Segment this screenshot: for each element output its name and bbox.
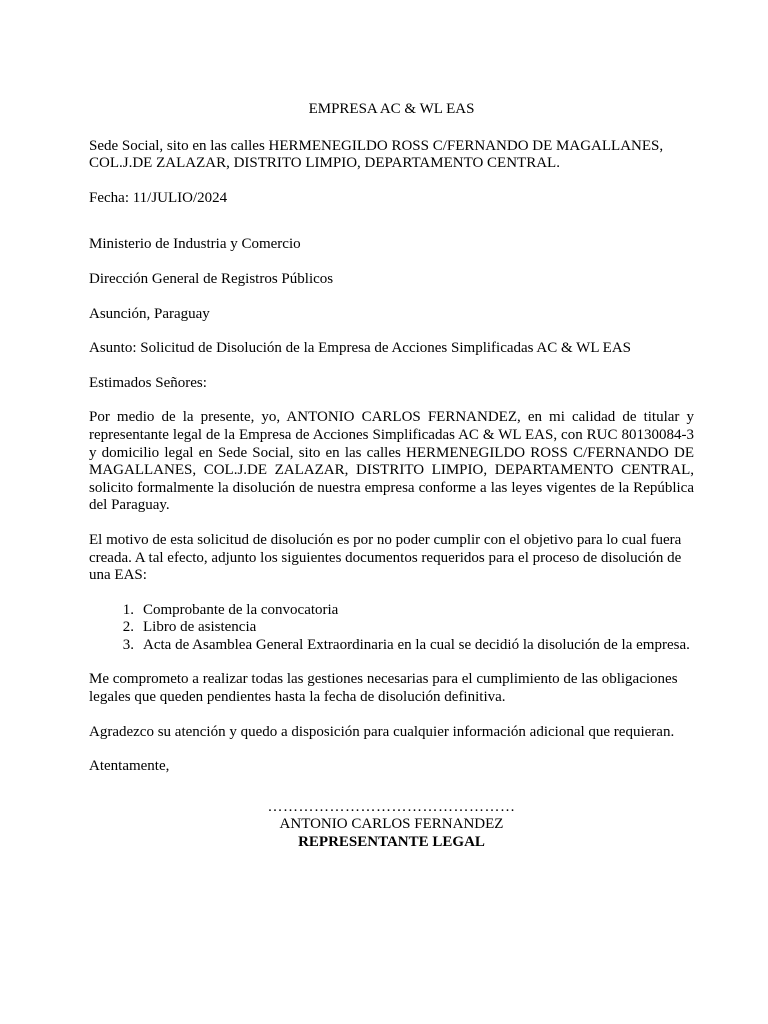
body-paragraph-thanks: Agradezco su atención y quedo a disposición para cualquier información adicional que requieran.: [89, 723, 675, 740]
recipient-ministry: Ministerio de Industria y Comercio: [89, 236, 301, 253]
list-item-number: 2.: [122, 619, 134, 636]
body-paragraph-commitment: Me comprometo a realizar todas las gestiones necesarias para el cumplimiento de las obligaciones legales que queden pendientes hasta la fecha de disolución definitiva.: [89, 671, 678, 706]
list-item-text: Libro de asistencia: [143, 619, 257, 636]
list-item: [89, 619, 694, 637]
list-item-number: 1.: [122, 601, 134, 618]
body-paragraph-reason: El motivo de esta solicitud de disolución es por no poder cumplir con el objetivo para lo cual fuera creada. A tal efecto, adjunto los siguientes documentos requeridos para el proceso de disolución de una EAS:: [89, 531, 682, 584]
letter-subject: Asunto: Solicitud de Disolución de la Empresa de Acciones Simplificadas AC & WL EAS: [89, 340, 632, 357]
signer-name: ANTONIO CARLOS FERNANDEZ: [279, 816, 504, 833]
attachments-list: [89, 602, 694, 655]
company-header: EMPRESA AC & WL EAS: [308, 101, 475, 117]
letter-page: [89, 101, 694, 852]
letter-greeting: Estimados Señores:: [89, 374, 207, 391]
signer-role: REPRESENTANTE LEGAL: [298, 834, 485, 851]
letter-closing: Atentamente,: [89, 758, 170, 775]
list-item-number: 3.: [122, 636, 134, 653]
list-item-text: Comprobante de la convocatoria: [143, 601, 339, 618]
letter-date: Fecha: 11/JULIO/2024: [89, 189, 228, 206]
signature-line: …………………………………………: [267, 798, 516, 815]
list-item: [89, 637, 694, 655]
body-paragraph-request: Por medio de la presente, yo, ANTONIO CARLOS FERNANDEZ, en mi calidad de titular y representante legal de la Empresa de Acciones Simplificadas AC & WL EAS, con RUC 80130084-3 y domicilio legal en Sede Social, sito en las calles HERMENEGILDO ROSS C/FERNANDO DE MAGALLANES, COL.J.DE ZALAZAR, DISTRITO LIMPIO, DEPARTAMENTO CENTRAL, solicito formalmente la disolución de nuestra empresa conforme a las leyes vigentes de la República del Paraguay.: [89, 409, 694, 514]
list-item: [89, 602, 694, 620]
signature-block: [89, 799, 694, 852]
list-item-text: Acta de Asamblea General Extraordinaria en la cual se decidió la disolución de la empresa.: [143, 636, 690, 653]
company-address: Sede Social, sito en las calles HERMENEGILDO ROSS C/FERNANDO DE MAGALLANES, COL.J.DE ZALAZAR, DISTRITO LIMPIO, DEPARTAMENTO CENTRAL.: [89, 137, 664, 172]
recipient-city: Asunción, Paraguay: [89, 305, 210, 322]
recipient-department: Dirección General de Registros Públicos: [89, 270, 334, 287]
